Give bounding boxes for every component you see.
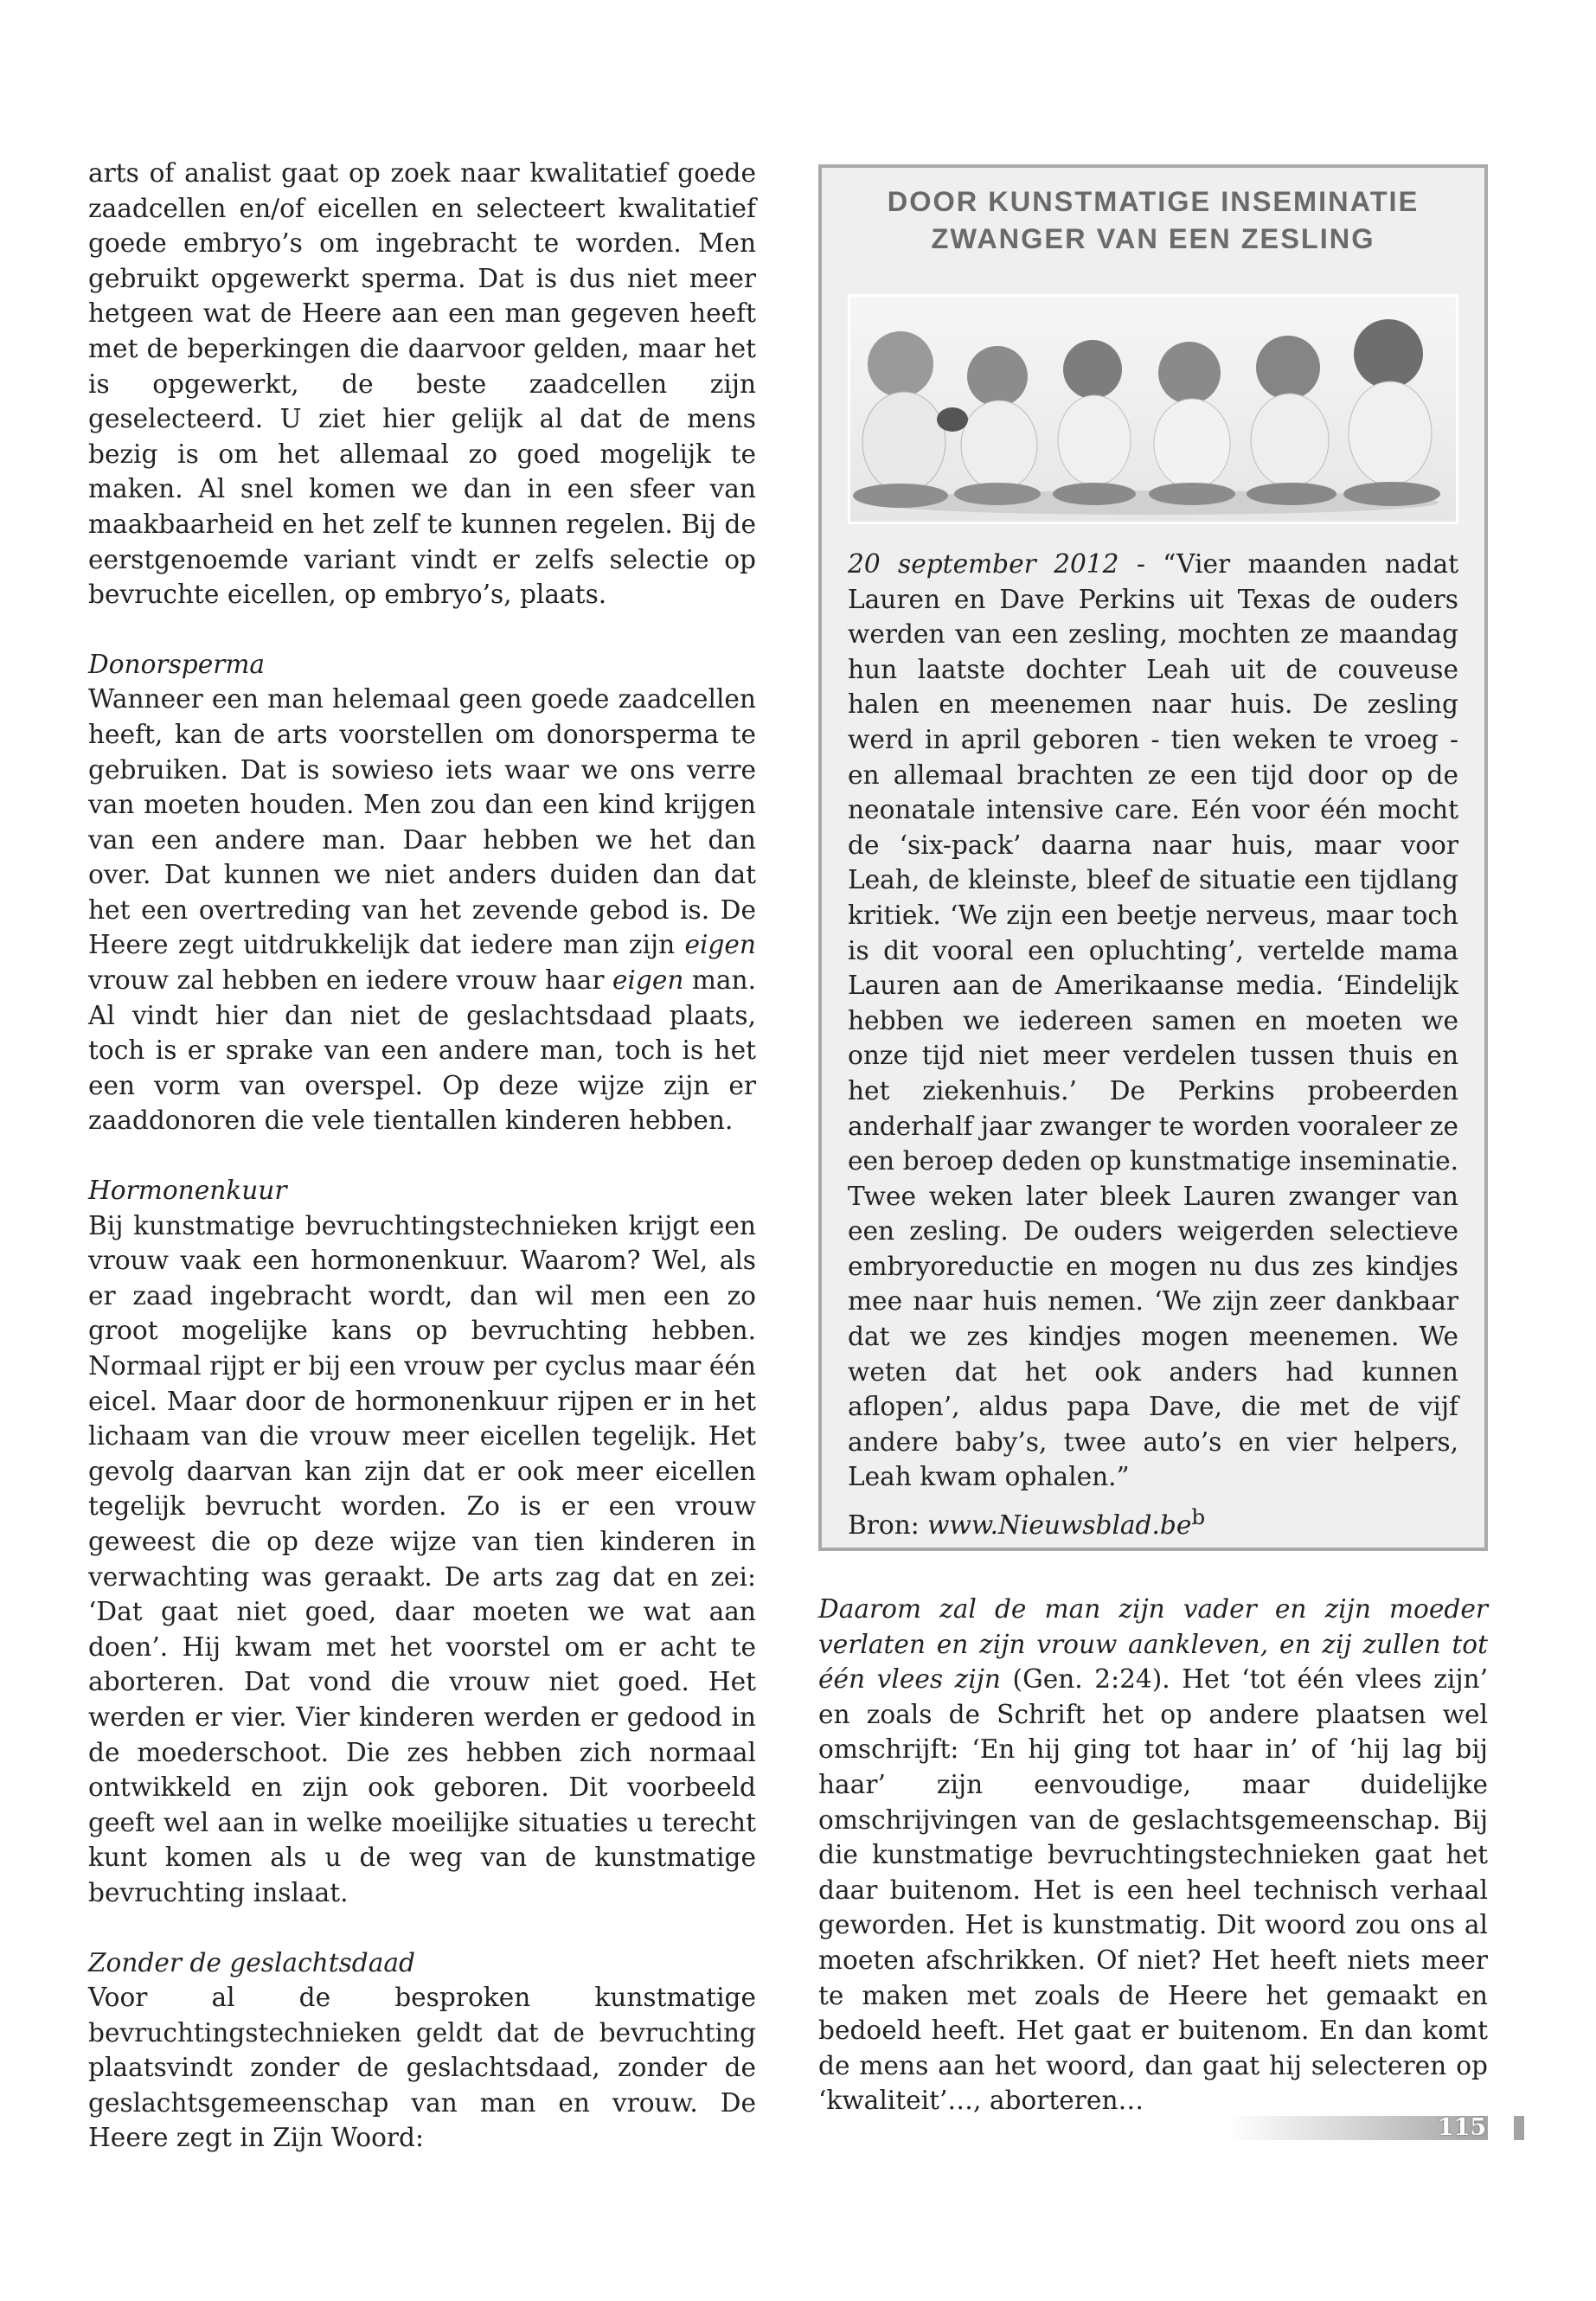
- donor-heading: Donorsperma: [88, 649, 266, 679]
- hormone-text: Bij kunstmatige bevruchtingstechnieken krijgt een vrouw vaak een hormonenkuur. Waarom? Wel, als er zaad ingebracht wordt, dan wil men een zo groot mogelijke kans op bevruchting hebben. Normaal rijpt er bij een vrouw per cyclus maar één eicel. Maar door de hormonenkuur rijpen er in het lichaam van die vrouw meer eicellen tegelijk. Het gevolg daarvan kan zijn dat er ook meer eicellen tegelijk bevrucht worden. Zo is er een vrouw geweest die op deze wijze van tien kinderen in verwachting was geraakt. De arts zag dat en zei: ‘Dat gaat niet goed, daar moeten we wat aan doen’. Hij kwam met het voorstel om er acht te aborteren. Dat vond die vrouw niet goed. Het werden er vier. Vier kinderen werden er gedood in de moederschoot. Die zes hebben zich normaal ontwikkeld en zijn ook geboren. Dit voorbeeld geeft wel aan in welke moeilijke situaties u terecht kunt komen als u de weg van de kunstmatige bevruchting inslaat.: [88, 1210, 756, 1907]
- page-number-tick: [1514, 2116, 1524, 2140]
- sidebar-article: [848, 547, 1458, 1495]
- donor-text-1: Wanneer een man helemaal geen goede zaadcellen heeft, kan de arts voorstellen om donorsperma te gebruiken. Dat is sowieso iets waar we ons verre van moeten houden. Men zou dan een kind krijgen van een andere man. Daar hebben we het dan over. Dat kunnen we niet anders duiden dan dat het een overtreding van het zevende gebod is. De Heere zegt uitdrukkelijk dat iedere man zijn: [88, 684, 756, 960]
- sidebar-body: - “Vier maanden nadat Lauren en Dave Perkins uit Texas de ouders werden van een zesling, mochten ze maandag hun laatste dochter Leah uit de couveuse halen en meenemen naar huis. De zesling werd in april geboren - tien weken te vroeg - en allemaal brachten ze een tijd door op de neonatale intensive care. Eén voor één mocht de ‘six-pack’ daarna naar huis, maar voor Leah, de kleinste, bleef de situatie een tijdlang kritiek. ‘We zijn een beetje nerveus, maar toch is dit vooral een opluchting’, vertelde mama Lauren aan de Amerikaanse media. ‘Eindelijk hebben we iedereen samen en moeten we onze tijd niet meer verdelen tussen thuis en het ziekenhuis.’ De Perkins probeerden anderhalf jaar zwanger te worden vooraleer ze een beroep deden op kunstmatige inseminatie. Twee weken later bleek Lauren zwanger van een zesling. De ouders weigerden selectieve embryoreductie en mogen nu dus zes kindjes mee naar huis nemen. ‘We zijn zeer dankbaar dat we zes kindjes mogen meenemen. We weten dat het ook anders had kunnen aflopen’, aldus papa Dave, die met de vijf andere baby’s, twee auto’s en vier helpers, Leah kwam ophalen.”: [848, 549, 1458, 1492]
- babies-photo: [848, 294, 1458, 524]
- bible-quote: Daarom zal de man zijn vader en zijn moeder verlaten en zijn vrouw aankleven, en zij zullen tot één vlees zijn: [818, 1594, 1488, 1695]
- donor-section: [88, 647, 756, 1138]
- hormone-section: [88, 1173, 756, 1910]
- zonder-section: [88, 1945, 756, 2157]
- sidebar-title-line-1: DOOR KUNSTMATIGE INSEMINATIE: [887, 186, 1420, 217]
- hormone-heading: Hormonenkuur: [88, 1176, 287, 1206]
- bible-reference: (Gen. 2:24): [1000, 1664, 1163, 1695]
- donor-text-2: vrouw zal hebben en iedere vrouw haar: [88, 965, 612, 996]
- zonder-text: Voor al de besproken kunstmatige bevruchtingstechnieken geldt dat de bevruchting plaatsvindt zonder de geslachtsdaad, zonder de geslachtsgemeenschap van man en vrouw. De Heere zegt in Zijn Woord:: [88, 1983, 756, 2153]
- sidebar-date: 20 september 2012: [848, 549, 1119, 579]
- right-column-text: [818, 1592, 1488, 2118]
- left-column: [88, 156, 756, 2156]
- sidebar-box: [818, 164, 1488, 1551]
- source-site: www.Nieuwsblad.be: [927, 1509, 1192, 1540]
- sidebar-title: [822, 183, 1484, 258]
- source-footnote-marker: b: [1191, 1504, 1206, 1529]
- sidebar-title-line-2: ZWANGER VAN EEN ZESLING: [931, 223, 1375, 254]
- sidebar-source: [848, 1500, 1458, 1542]
- right-body: . Het ‘tot één vlees zijn’ en zoals de Schrift het op andere plaatsen wel omschrijft: ‘En hij ging tot haar in’ of ‘hij lag bij haar’ zijn eenvoudige, maar duidelijke omschrijvingen van de geslachtsgemeenschap. Bij die kunstmatige bevruchtingstechnieken gaat het daar buitenom. Het is een heel technisch verhaal geworden. Het is kunstmatig. Dit woord zou ons al moeten afschrikken. Of niet? Het heeft niets meer te maken met zoals de Heere het gemaakt en bedoeld heeft. Het gaat er buitenom. En dan komt de mens aan het woord, dan gaat hij selecteren op ‘kwaliteit’…, aborteren…: [818, 1664, 1488, 2116]
- page-number: 115: [1437, 2114, 1487, 2141]
- donor-emphasis-1: eigen: [684, 930, 756, 960]
- babies-photo-illustration: [850, 297, 1456, 522]
- sidebar-article-paragraph: [848, 547, 1458, 1495]
- donor-text-3: man. Al vindt hier dan niet de geslachtsdaad plaats, toch is er sprake van een andere man, toch is het een vorm van overspel. Op deze wijze zijn er zaaddonoren die vele tientallen kinderen hebben.: [88, 965, 756, 1136]
- right-paragraph: [818, 1592, 1488, 2118]
- intro-paragraph: arts of analist gaat op zoek naar kwalitatief goede zaadcellen en/of eicellen en selecteert kwalitatief goede embryo’s om ingebracht te worden. Men gebruikt opgewerkt sperma. Dat is dus niet meer hetgeen wat de Heere aan een man gegeven heeft met de beperkingen die daarvoor gelden, maar het is opgewerkt, de beste zaadcellen zijn geselecteerd. U ziet hier gelijk al dat de mens bezig is om het allemaal zo goed mogelijk te maken. Al snel komen we dan in een sfeer van maakbaarheid en het zelf te kunnen regelen. Bij de eerstgenoemde variant vindt er zelfs selectie op bevruchte eicellen, op embryo’s, plaats.: [88, 158, 756, 610]
- donor-emphasis-2: eigen: [612, 965, 684, 996]
- zonder-heading: Zonder de geslachtsdaad: [88, 1947, 415, 1977]
- source-label: Bron:: [848, 1509, 928, 1540]
